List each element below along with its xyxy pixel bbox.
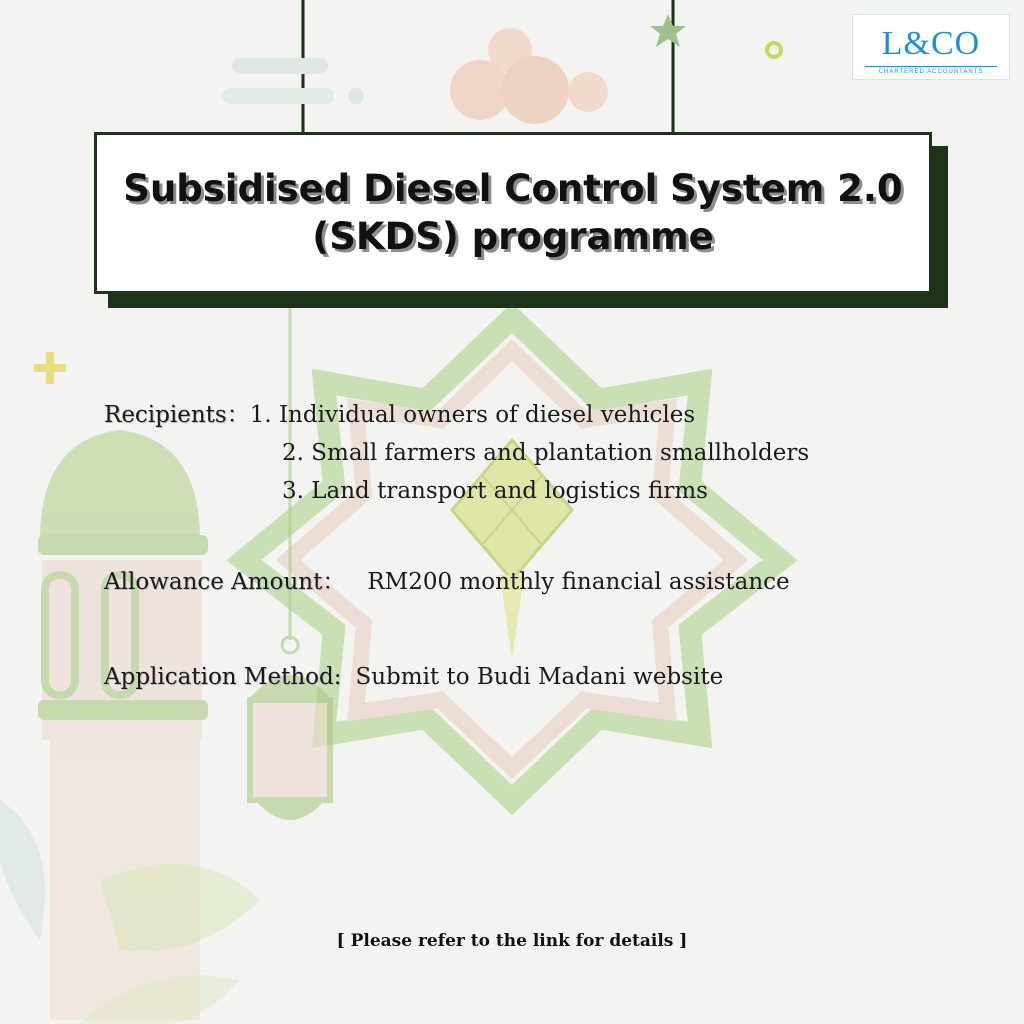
recipient-item-2: 2. Small farmers and plantation smallholders [282,440,810,466]
allowance-value: RM200 monthly financial assistance [367,569,790,595]
footer-note: [ Please refer to the link for details ] [336,931,688,951]
application-row [104,658,723,696]
application-label: Application Method: [104,664,342,690]
title-line-2: (SKDS) programme [312,215,714,258]
company-logo [852,14,1010,80]
allowance-row [104,563,790,601]
application-value: Submit to Budi Madani website [355,664,724,690]
logo-mark: L&CO [881,25,981,62]
recipient-item-1: 1. Individual owners of diesel vehicles [249,402,696,428]
allowance-label: Allowance Amount： [104,569,346,595]
title-box [94,132,932,294]
recipients-row [104,396,695,434]
title-line-1: Subsidised Diesel Control System 2.0 [123,167,903,210]
logo-subtitle: CHARTERED ACCOUNTANTS [865,66,997,75]
recipient-item-3: 3. Land transport and logistics firms [282,478,708,504]
recipients-label: Recipients： [104,402,250,428]
